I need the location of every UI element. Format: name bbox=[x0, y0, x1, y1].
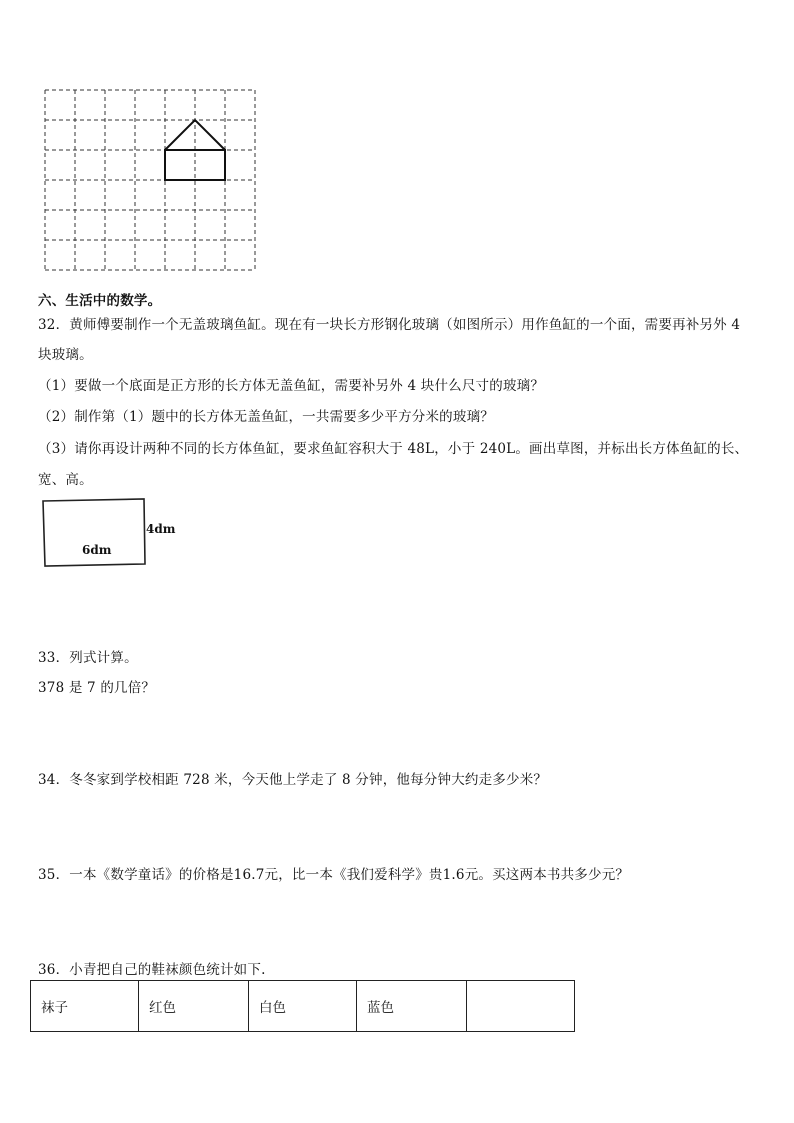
q32-line2: 块玻璃。 bbox=[38, 347, 93, 363]
table-row bbox=[31, 981, 575, 1032]
q32-sub3-line1: （3）请你再设计两种不同的长方体鱼缸，要求鱼缸容积大于 48L，小于 240L。画出草图，并标出长方体鱼缸的长、 bbox=[38, 441, 749, 457]
socks-color-table bbox=[30, 980, 575, 1032]
q32-sub3-line2: 宽、高。 bbox=[38, 472, 93, 488]
table-cell: 袜子 bbox=[31, 981, 139, 1032]
height-label: 4dm bbox=[146, 522, 176, 536]
q34-text: 34．冬冬家到学校相距 728 米，今天他上学走了 8 分钟，他每分钟大约走多少米？ bbox=[38, 772, 548, 788]
table-cell: 白色 bbox=[249, 981, 357, 1032]
width-label: 6dm bbox=[82, 543, 112, 557]
dotted-grid-figure bbox=[44, 88, 260, 274]
table-cell: 红色 bbox=[139, 981, 249, 1032]
q33-title: 33．列式计算。 bbox=[38, 650, 138, 666]
table-cell bbox=[467, 981, 575, 1032]
q32-sub1: （1）要做一个底面是正方形的长方体无盖鱼缸，需要补另外 4 块什么尺寸的玻璃？ bbox=[38, 378, 545, 394]
table-cell: 蓝色 bbox=[357, 981, 467, 1032]
q35-text: 35．一本《数学童话》的价格是16.7元，比一本《我们爱科学》贵1.6元。买这两本书共多少元？ bbox=[38, 867, 630, 883]
q36-text: 36．小青把自己的鞋袜颜色统计如下. bbox=[38, 962, 266, 978]
section-title: 六、生活中的数学。 bbox=[38, 293, 162, 309]
q32-sub2: （2）制作第（1）题中的长方体无盖鱼缸，一共需要多少平方分米的玻璃？ bbox=[38, 409, 494, 425]
q33-text: 378 是 7 的几倍？ bbox=[38, 680, 156, 696]
q32-line1: 32．黄师傅要制作一个无盖玻璃鱼缸。现在有一块长方形钢化玻璃（如图所示）用作鱼缸的一个面，需要再补另外 4 bbox=[38, 317, 741, 333]
